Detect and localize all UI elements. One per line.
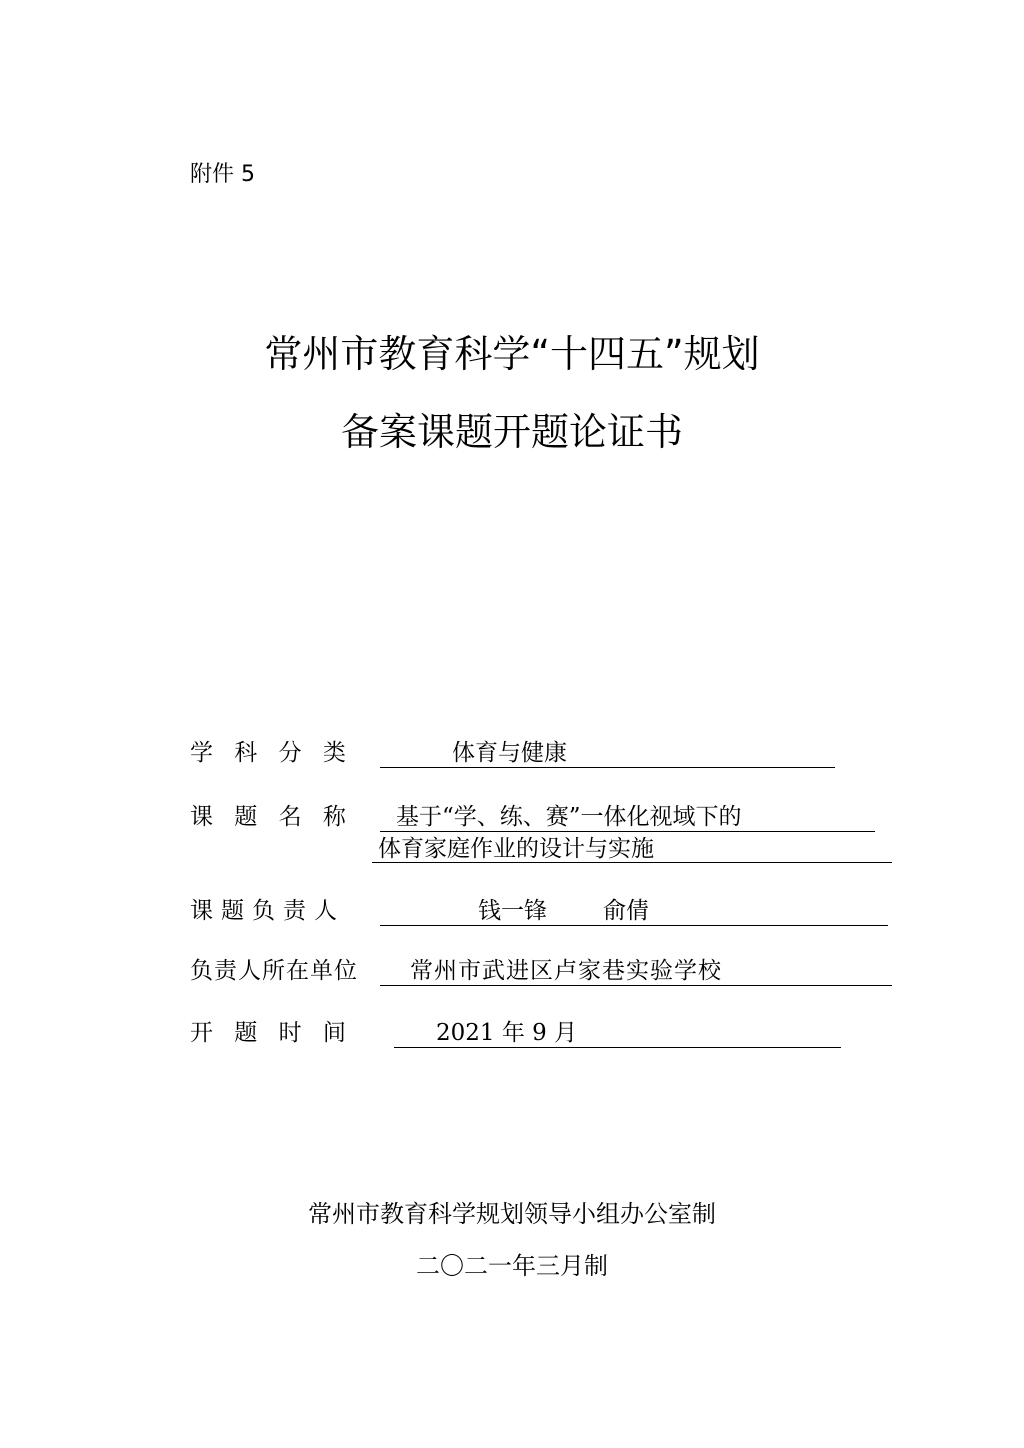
topic-value-line2: 体育家庭作业的设计与实施: [378, 836, 654, 862]
issue-date-line: 二〇二一年三月制: [416, 1252, 608, 1280]
topic-underline-2: [372, 862, 892, 863]
leader-label: 课题负责人: [190, 898, 345, 924]
unit-label: 负责人所在单位: [190, 958, 358, 984]
document-title-line1: 常州市教育科学“十四五”规划: [264, 332, 760, 376]
leader-underline: [380, 925, 888, 926]
date-value: 2021 年 9 月: [436, 1020, 578, 1046]
unit-value: 常州市武进区卢家巷实验学校: [410, 958, 722, 984]
subject-underline: [380, 767, 835, 768]
date-label: 开 题 时 间: [190, 1020, 346, 1046]
document-title-line2: 备案课题开题论证书: [340, 410, 683, 454]
subject-label: 学 科 分 类: [190, 740, 346, 766]
subject-value: 体育与健康: [452, 740, 567, 766]
attachment-label: 附件 5: [190, 162, 255, 187]
topic-label: 课 题 名 称: [190, 804, 346, 830]
topic-underline-1: [380, 831, 875, 832]
unit-underline: [380, 985, 892, 986]
topic-value-line1: 基于“学、练、赛”一体化视域下的: [396, 804, 742, 830]
date-underline: [394, 1047, 841, 1048]
leader-value-1: 钱一锋: [478, 898, 547, 924]
leader-value-2: 俞倩: [603, 898, 649, 924]
issuer-line: 常州市教育科学规划领导小组办公室制: [308, 1200, 716, 1228]
